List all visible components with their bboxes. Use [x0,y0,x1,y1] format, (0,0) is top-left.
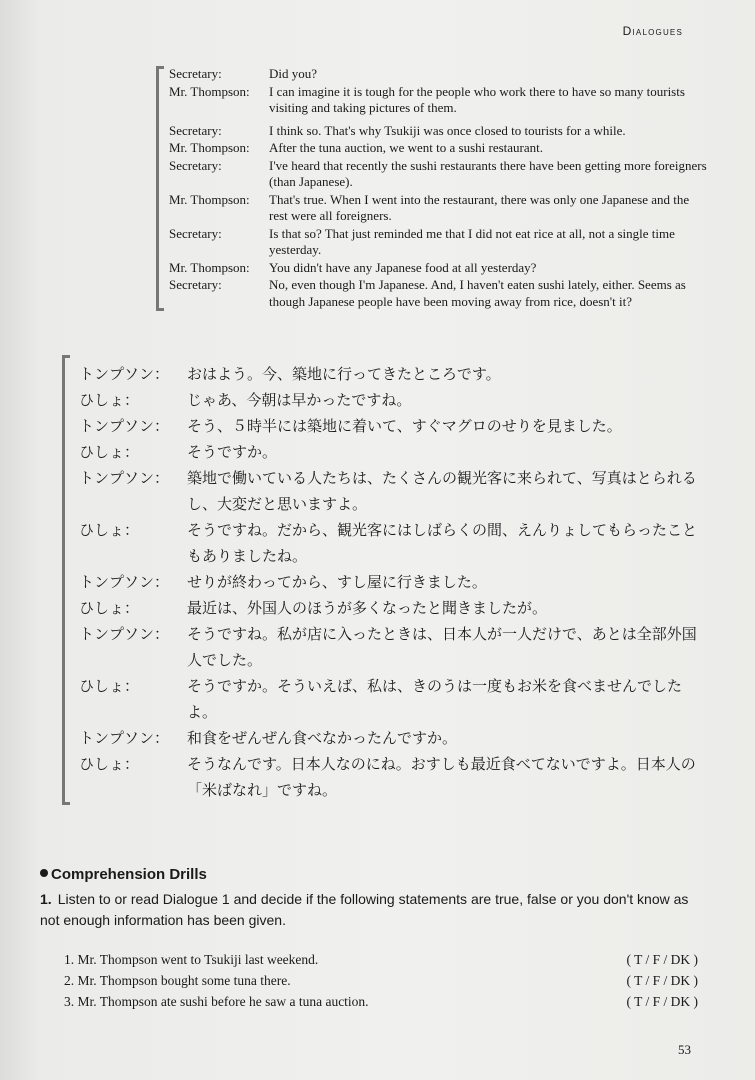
dialogue-text: After the tuna auction, we went to a sushi restaurant. [269,140,543,155]
drill-items [64,952,698,1015]
drill-instruction-text: Listen to or read Dialogue 1 and decide if the following statements are true, false or you don't know as not enough information has been given. [40,891,689,928]
drill-item [64,952,698,973]
dialogue-line [169,260,709,277]
dialogue-line [169,140,709,157]
dialogue-text: I think so. That's why Tsukiji was once closed to tourists for a while. [269,122,626,138]
speaker-label: Secretary: [169,277,222,292]
answer-choices[interactable]: ( T / F / DK ) [626,994,698,1009]
dialogue-line [79,751,699,803]
speaker-label: ひしょ： [79,677,140,695]
statement: 2. Mr. Thompson bought some tuna there. [64,973,291,988]
statement: 1. Mr. Thompson went to Tsukiji last weekend. [64,952,319,967]
running-header: Dialogues [622,24,683,38]
dialogue-line [79,725,699,751]
speaker-label: トンプソン： [79,573,170,591]
dialogue-line [169,158,709,191]
dialogue-line [79,621,699,673]
speaker-label: ひしょ： [79,521,140,539]
answer-choices[interactable]: ( T / F / DK ) [626,973,698,988]
dialogue-line [169,123,709,140]
speaker-label: ひしょ： [79,443,140,461]
english-dialogue [156,66,709,311]
japanese-dialogue [62,355,705,805]
speaker-label: ひしょ： [79,755,140,773]
dialogue-line [79,595,699,621]
drill-item [64,973,698,994]
dialogue-text: Did you? [269,66,318,81]
speaker-label: Mr. Thompson: [169,191,250,207]
dialogue-text: Is that so? That just reminded me that I did not eat rice at all, not a single time yesterday. [269,225,675,257]
dialogue-text: じゃあ、今朝は早かったですね。 [187,391,412,409]
dialogue-line [79,673,699,725]
dialogue-text: 最近は、外国人のほうが多くなったと聞きましたが。 [187,599,548,617]
dialogue-text: そうですね。私が店に入ったときは、日本人が一人だけで、あとは全部外国人でした。 [187,625,697,669]
speaker-label: ひしょ： [79,391,140,409]
page-number: 53 [678,1042,691,1057]
speaker-label: トンプソン： [79,417,170,435]
drill-item [64,994,698,1015]
dialogue-line [169,226,709,259]
dialogue-line [79,387,699,413]
dialogue-line [169,66,709,83]
dialogue-text: I've heard that recently the sushi restaurants there have been getting more foreigners (than Japanese). [269,157,707,189]
dialogue-text: No, even though I'm Japanese. And, I haven't eaten sushi lately, either. Seems as though Japanese people have been moving away from rice, doesn't it? [269,277,686,309]
speaker-label: ひしょ： [79,599,140,617]
dialogue-text: 和食をぜんぜん食べなかったんですか。 [187,729,458,747]
speaker-label: Secretary: [169,66,222,81]
dialogue-text: そうですね。だから、観光客にはしばらくの間、えんりょしてもらったこともありましたね。 [187,521,698,565]
dialogue-line [169,277,709,310]
dialogue-text: おはよう。今、築地に行ってきたところです。 [187,365,501,383]
drills-heading [40,866,700,883]
speaker-label: トンプソン： [79,625,170,643]
dialogue-line [169,192,709,225]
speaker-label: Secretary: [169,122,222,138]
dialogue-text: せりが終わってから、すし屋に行きました。 [187,573,487,591]
dialogue-line [79,517,699,569]
statement: 3. Mr. Thompson ate sushi before he saw a tuna auction. [64,994,369,1009]
dialogue-text: 築地で働いている人たちは、たくさんの観光客に来られて、写真はとられるし、大変だと思いますよ。 [187,469,697,513]
speaker-label: トンプソン： [79,365,170,383]
dialogue-text: そうなんです。日本人なのにね。おすしも最近食べてないですよ。日本人の「米ばなれ」ですね。 [187,755,696,799]
drills-heading-text: Comprehension Drills [51,866,207,883]
dialogue-text: そう、５時半には築地に着いて、すぐマグロのせりを見ました。 [187,417,622,435]
dialogue-line [79,569,699,595]
dialogue-line [79,361,699,387]
dialogue-line [79,439,699,465]
dialogue-text: そうですか。そういえば、私は、きのうは一度もお米を食べませんでしたよ。 [187,677,683,721]
comprehension-drills [40,866,700,1009]
speaker-label: Mr. Thompson: [169,83,250,99]
speaker-label: トンプソン： [79,729,170,747]
speaker-label: Mr. Thompson: [169,140,250,155]
dialogue-text: I can imagine it is tough for the people who work there to have so many tourists visiting and taking pictures of them. [269,83,685,115]
speaker-label: Mr. Thompson: [169,259,250,275]
dialogue-text: そうですか。 [187,443,278,461]
speaker-label: Secretary: [169,157,222,173]
drill-instruction [40,889,700,931]
dialogue-line [169,84,709,117]
dialogue-line [79,413,699,439]
speaker-label: トンプソン： [79,469,170,487]
speaker-label: Secretary: [169,225,222,241]
drill-number: 1. [40,891,52,907]
dialogue-line [79,465,699,517]
dialogue-text: You didn't have any Japanese food at all yesterday? [269,259,537,275]
answer-choices[interactable]: ( T / F / DK ) [626,952,698,967]
dialogue-text: That's true. When I went into the restaurant, there was only one Japanese and the rest were all foreigners. [269,191,690,223]
bullet-icon [40,869,48,877]
